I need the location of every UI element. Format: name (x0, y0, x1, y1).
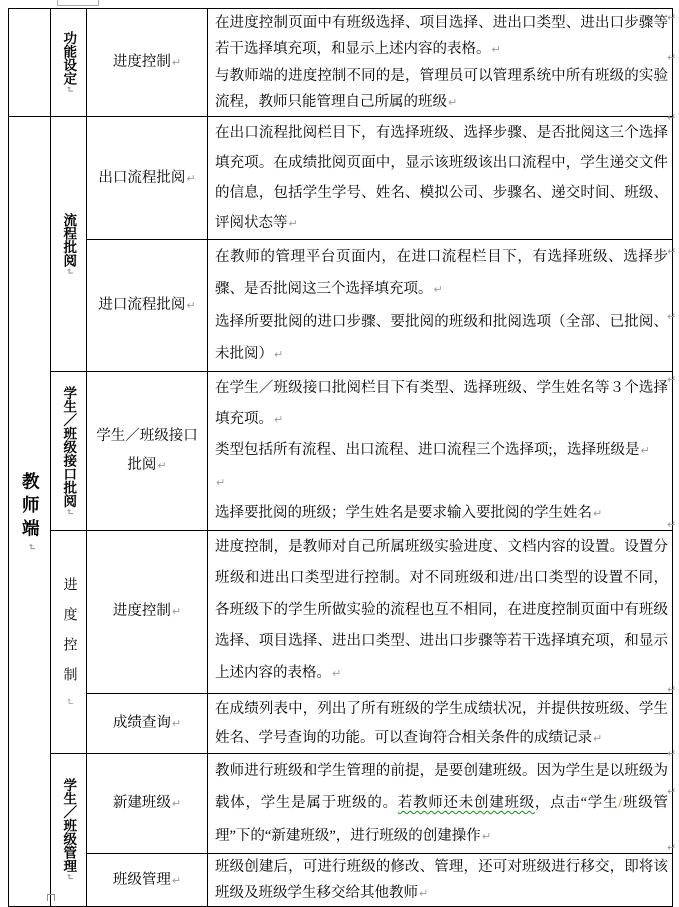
description-text: 在进度控制页面中有班级选择、项目选择、进出口类型、进出口步骤等若干选择填充项，和显示上述内容的表格。 (215, 15, 668, 57)
return-mark-icon: ↵ (63, 872, 75, 882)
return-mark-icon: ↵ (274, 348, 284, 361)
return-mark-icon: ↵ (171, 716, 182, 730)
cell-description (208, 372, 673, 531)
description-text: 班级创建后，可进行班级的修改、管理，还可对班级进行移交，即将该班级及班级学生移交给其他教师 (215, 859, 668, 901)
table-move-handle (57, 0, 99, 6)
return-mark-icon: ↵ (288, 217, 298, 230)
line-break-mark: ↵ (667, 683, 677, 696)
return-mark-icon: ↵ (63, 507, 75, 516)
return-mark-icon: ↵ (433, 283, 443, 296)
description-text: 在成绩列表中，列出了所有班级的学生成绩状况，并提供按班级、学生姓名、学号查询的功能。可以查询符合相关条件的成绩记录 (215, 700, 668, 746)
line-break-mark: ↵ (667, 310, 677, 323)
description-text: 类型包括所有流程、出口流程、进口流程三个选择项;，选择班级是 (215, 442, 640, 458)
spec-table (8, 8, 673, 907)
table-row (9, 753, 673, 854)
return-mark-icon: ↵ (171, 873, 182, 887)
cell-item-new-class (87, 753, 208, 854)
group-label: 进度控制 (61, 577, 77, 698)
cell-item-exit-process-review (87, 117, 208, 240)
table-row (9, 530, 673, 693)
cell-group-function-setting (51, 9, 87, 117)
return-mark-icon: ↵ (171, 796, 182, 810)
line-break-mark: ↵ (667, 111, 677, 124)
line-break-mark: ↵ (667, 245, 677, 258)
cell-group-student-class-interface-review (51, 372, 87, 531)
cell-description (208, 117, 673, 240)
line-break-mark: ↵ (667, 11, 677, 24)
description-text: 在教师的管理平台页面内，在进口流程栏目下，有选择班级、选择步骤、是否批阅这三个选择填充项。 (215, 249, 668, 297)
description-text: 在出口流程批阅栏目下，有选择班级、选择步骤、是否批阅这三个选择填充项。在成绩批阅页面中，显示该班级该出口流程中，学生递交文件的信息，包括学生学号、姓名、模拟公司、步骤名、递交时间、班级、评阅状态等 (215, 125, 668, 231)
return-mark-icon: ↵ (491, 43, 501, 56)
cell-description (208, 693, 673, 753)
cell-group-student-class-management (51, 753, 87, 907)
description-text: 教师进行班级和学生管理的前提，是要创建班级。因为学生是以班级为载体，学生是属于班级的。 (215, 762, 668, 811)
return-mark-icon: ↵ (419, 886, 429, 900)
return-mark-icon: ↵ (171, 56, 182, 69)
cell-item-score-query (87, 693, 208, 753)
cell-group-progress-control (51, 530, 87, 753)
description-text: 与教师端的进度控制不同的是，管理员可以管理系统中所有班级的实验流程，教师只能管理自己所属的班级 (215, 68, 668, 110)
group-label: 学生／班级接口批阅 (61, 385, 77, 508)
return-mark-icon: ↵ (593, 731, 603, 745)
paragraph-mark (47, 894, 55, 901)
table-row (9, 240, 673, 372)
cell-item-student-class-interface-review (87, 372, 208, 531)
cell-description (208, 530, 673, 693)
return-mark-icon: ↵ (63, 85, 75, 94)
item-label: 班级管理 (112, 871, 171, 888)
line-break-mark: ↵ (667, 747, 677, 760)
return-mark-icon: ↵ (63, 266, 75, 276)
table-row (9, 117, 673, 240)
table-row (9, 693, 673, 753)
item-label: 学生／班级接口批阅 (96, 427, 198, 473)
description-text: 班级管理”下的“新建班级”，进行班级的创建操作 (215, 795, 668, 844)
line-break-mark: ↵ (667, 51, 677, 64)
item-label: 进度控制 (112, 603, 171, 619)
line-break-mark: ↵ (667, 785, 677, 798)
return-mark-icon: ↵ (171, 605, 182, 618)
return-mark-icon: ↵ (186, 299, 196, 312)
return-mark-icon: ↵ (332, 666, 342, 680)
cell-item-progress-control-teacher (87, 530, 208, 693)
description-text: 若教师还未创建班级 (397, 795, 535, 811)
return-mark-icon: ↵ (448, 96, 458, 109)
cell-group-process-review (51, 117, 87, 372)
cell-item-entry-process-review (87, 240, 208, 372)
item-label: 新建班级 (112, 794, 171, 811)
return-mark-icon: ↵ (274, 412, 284, 426)
cell-item-class-management (87, 854, 208, 907)
line-break-mark: ↵ (667, 373, 677, 386)
return-mark-icon: ↵ (481, 829, 492, 843)
description-text: ，点击“学生 (534, 795, 619, 811)
item-label: 成绩查询 (112, 714, 171, 731)
cell-empty-corner (9, 9, 51, 117)
description-text: / (618, 795, 623, 811)
table-row (9, 854, 673, 907)
return-mark-icon: ↵ (25, 542, 37, 551)
return-mark-icon: ↵ (186, 171, 196, 185)
return-mark-icon: ↵ (63, 697, 75, 706)
return-mark-icon: ↵ (157, 458, 167, 472)
item-label: 进度控制 (112, 54, 171, 70)
cell-description (208, 9, 673, 117)
line-break-mark: ↵ (667, 518, 677, 531)
cell-description (208, 240, 673, 372)
item-label: 进口流程批阅 (98, 297, 186, 313)
line-break-mark: ↵ (667, 841, 677, 854)
cell-description (208, 753, 673, 854)
description-text: 选择所要批阅的进口步骤、要批阅的班级和批阅选项（全部、已批阅、未批阅） (215, 314, 668, 362)
group-label: 流程批阅 (61, 212, 77, 267)
table-row (9, 9, 673, 117)
group-label: 学生／班级管理 (61, 778, 77, 873)
group-label: 功能设定 (61, 31, 77, 86)
return-mark-icon: ↵ (593, 507, 603, 520)
return-mark-icon: ↵ (640, 444, 650, 457)
cell-side-teacher (9, 117, 51, 907)
cell-item-progress-control (87, 9, 208, 117)
return-mark-icon: ↵ (216, 475, 226, 489)
cell-description (208, 854, 673, 907)
description-text: 选择要批阅的班级；学生姓名是要求输入要批阅的学生姓名 (215, 505, 592, 521)
side-label: 教师端 (20, 472, 41, 543)
table-row (9, 372, 673, 531)
description-text: 在学生／班级接口批阅栏目下有类型、选择班级、学生姓名等３个选择填充项。 (215, 380, 668, 427)
item-label: 出口流程批阅 (98, 169, 186, 186)
description-text: 进度控制，是教师对自己所属班级实验进度、文档内容的设置。设置分班级和进出口类型进行控制。对不同班级和进/出口类型的设置不同，各班级下的学生所做实验的流程也互不相同，在进度控制页面中有班级选择、项目选择、进出口类型、进出口步骤等若干选择填充项，和显示上述内容的表格。 (215, 538, 668, 681)
